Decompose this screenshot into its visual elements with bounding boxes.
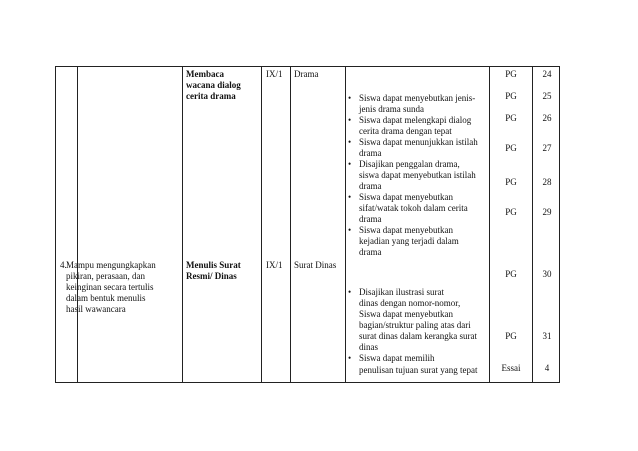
nomor-soal: 28 (542, 177, 552, 187)
col-divider (489, 67, 490, 382)
bentuk-soal: PG (505, 207, 517, 217)
indikator-line: drama (359, 214, 382, 224)
bentuk-soal: PG (505, 113, 517, 123)
bullet-icon: • (348, 93, 352, 103)
kelas-semester: IX/1 (266, 260, 283, 270)
bentuk-soal: PG (505, 177, 517, 187)
bullet-icon: • (348, 353, 352, 363)
materi-title: Resmi/ Dinas (186, 271, 237, 281)
indikator-line: drama (359, 181, 382, 191)
nomor-soal: 26 (542, 113, 552, 123)
bullet-icon: • (348, 192, 352, 202)
indikator-line: penulisan tujuan surat yang tepat (359, 365, 478, 375)
bentuk-soal: Essai (501, 363, 521, 373)
indikator-line: Siswa dapat menunjukkan istilah (359, 137, 478, 147)
indikator-line: surat dinas dalam kerangka surat (359, 331, 477, 341)
bullet-icon: • (348, 287, 352, 297)
topik: Drama (294, 69, 319, 79)
indikator-line: jenis drama sunda (359, 104, 424, 114)
nomor-soal: 31 (542, 331, 552, 341)
topik: Surat Dinas (294, 260, 337, 270)
nomor-soal: 29 (542, 207, 552, 217)
indikator-line: dinas (359, 342, 378, 352)
nomor-soal: 27 (542, 143, 552, 153)
indikator-line: drama (359, 148, 382, 158)
kompetensi-line: keinginan secara tertulis (66, 282, 154, 292)
indikator-line: Siswa dapat memilih (359, 353, 435, 363)
bentuk-soal: PG (505, 69, 517, 79)
row-number: 4. (60, 260, 67, 270)
kompetensi-line: dalam bentuk menulis (66, 293, 146, 303)
bentuk-soal: PG (505, 269, 517, 279)
kompetensi-line: hasil wawancara (66, 304, 126, 314)
indikator-line: kejadian yang terjadi dalam (359, 236, 459, 246)
bullet-icon: • (348, 115, 352, 125)
indikator-line: Siswa dapat menyebutkan (359, 225, 453, 235)
col-divider (77, 67, 78, 382)
col-divider (182, 67, 183, 382)
nomor-soal: 30 (542, 269, 552, 279)
materi-title: Membaca (186, 69, 224, 79)
bentuk-soal: PG (505, 91, 517, 101)
indikator-line: drama (359, 247, 382, 257)
nomor-soal: 25 (542, 91, 552, 101)
indikator-line: dinas dengan nomor-nomor, (359, 298, 461, 308)
nomor-soal: 24 (542, 69, 552, 79)
nomor-soal: 4 (544, 363, 550, 373)
indikator-line: bagian/struktur paling atas dari (359, 320, 471, 330)
indikator-line: siswa dapat menyebutkan istilah (359, 170, 476, 180)
indikator-line: Siswa dapat menyebutkan (359, 309, 453, 319)
indikator-line: cerita drama dengan tepat (359, 126, 452, 136)
materi-title: wacana dialog (186, 80, 241, 90)
indikator-line: Disajikan penggalan drama, (359, 159, 460, 169)
materi-title: cerita drama (186, 91, 236, 101)
indikator-line: Siswa dapat menyebutkan (359, 192, 453, 202)
kompetensi-line: pikiran, perasaan, dan (66, 271, 145, 281)
bentuk-soal: PG (505, 143, 517, 153)
bullet-icon: • (348, 137, 352, 147)
bullet-icon: • (348, 159, 352, 169)
indikator-line: sifat/watak tokoh dalam cerita (359, 203, 468, 213)
kelas-semester: IX/1 (266, 69, 283, 79)
indikator-line: Siswa dapat menyebutkan jenis- (359, 93, 476, 103)
materi-title: Menulis Surat (186, 260, 241, 270)
kompetensi-line: Mampu mengungkapkan (66, 260, 156, 270)
kisi-kisi-table (55, 66, 560, 383)
bullet-icon: • (348, 225, 352, 235)
indikator-line: Siswa dapat melengkapi dialog (359, 115, 472, 125)
col-divider (290, 67, 291, 382)
col-divider (261, 67, 262, 382)
indikator-line: Disajikan ilustrasi surat (359, 287, 444, 297)
bentuk-soal: PG (505, 331, 517, 341)
col-divider (345, 67, 346, 382)
